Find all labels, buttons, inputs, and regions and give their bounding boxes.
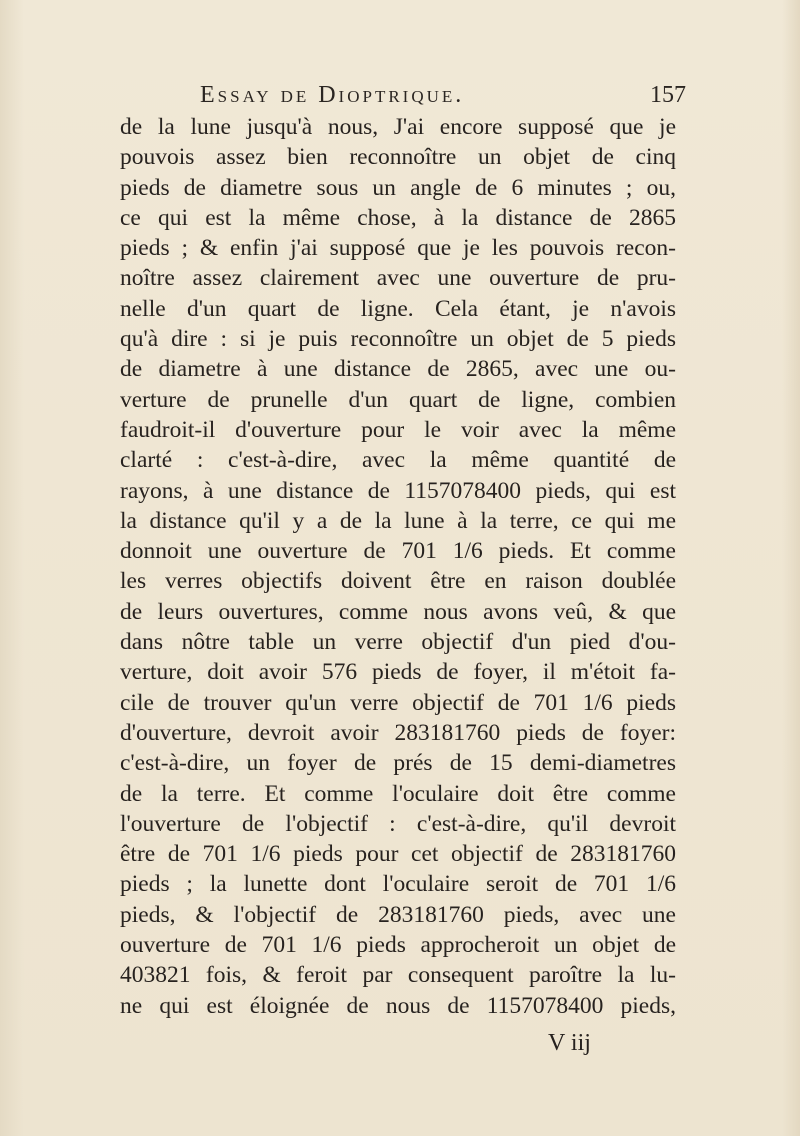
text-line: de leurs ouvertures, comme nous avons veû, & que [120,598,676,625]
text-line: pieds, & l'objectif de 283181760 pieds, avec une [120,901,676,928]
text-line: de la terre. Et comme l'oculaire doit être comme [120,780,676,807]
text-line: clarté : c'est-à-dire, avec la même quantité de [120,447,676,474]
running-title: Essay de Dioptrique. [200,82,465,108]
text-line: rayons, à une distance de 1157078400 pieds, qui est [120,477,676,504]
text-line: de la lune jusqu'à nous, J'ai encore supposé que je [120,114,676,140]
text-line: nelle d'un quart de ligne. Cela étant, je n'avois [120,295,676,322]
text-line: noître assez clairement avec une ouverture de pru- [120,265,676,292]
text-line: dans nôtre table un verre objectif d'un pied d'ou- [120,629,676,656]
text-line: les verres objectifs doivent être en raison doublée [120,568,676,595]
text-line: la distance qu'il y a de la lune à la terre, ce qui me [120,507,676,534]
text-line: pieds ; la lunette dont l'oculaire seroit de 701 1/6 [120,871,676,898]
text-line: verture de prunelle d'un quart de ligne, combien [120,386,676,413]
text-line: donnoit une ouverture de 701 1/6 pieds. Et comme [120,538,676,565]
text-line: ne qui est éloignée de nous de 1157078400 pieds, [120,992,676,1019]
text-line: pieds de diametre sous un angle de 6 minutes ; ou, [120,174,676,201]
text-line: verture, doit avoir 576 pieds de foyer, il m'étoit fa- [120,659,676,686]
text-line: l'ouverture de l'objectif : c'est-à-dire, qu'il devroit [120,810,676,837]
signature-mark: V iij [548,1030,591,1056]
text-line: 403821 fois, & feroit par consequent paroître la lu- [120,962,676,989]
text-line: de diametre à une distance de 2865, avec une ou- [120,356,676,383]
text-line: faudroit-il d'ouverture pour le voir avec la même [120,416,676,443]
text-line: ouverture de 701 1/6 pieds approcheroit un objet de [120,932,676,959]
text-line: c'est-à-dire, un foyer de prés de 15 demi-diametres [120,750,676,777]
text-line: cile de trouver qu'un verre objectif de 701 1/6 pieds [120,689,676,716]
text-line: qu'à dire : si je puis reconnoître un objet de 5 pieds [120,326,676,353]
text-line: d'ouverture, devroit avoir 283181760 pieds de foyer: [120,719,676,746]
text-line: être de 701 1/6 pieds pour cet objectif de 283181760 [120,841,676,868]
page-number: 157 [650,82,686,108]
text-line: ce qui est la même chose, à la distance de 2865 [120,204,676,231]
body-text [120,112,676,1021]
text-line: pieds ; & enfin j'ai supposé que je les pouvois recon- [120,235,676,262]
page-header [200,78,686,114]
text-line: pouvois assez bien reconnoître un objet de cinq [120,144,676,171]
